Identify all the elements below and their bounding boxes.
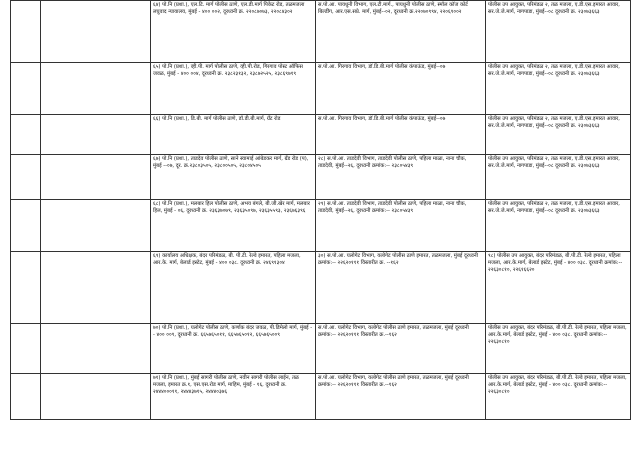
appellate-office-cell: २८) स.पो.आ. ताडदेवी विभाग, ताडदेवी पोलीस ठाणे, पहिला माळा, नाना चौक, ताडदेवी, मुंबई--२६, दूरध्वनी क्रमांक:-- २३८०५४३९	[316, 155, 486, 200]
blank-cell	[41, 324, 151, 374]
appellate-office-cell: स.पो.आ. गिरगाव विभाग, डॉ.डि.बी.मार्ग पोलीस कंपाऊंड, मुंबई--०७	[316, 63, 486, 115]
blank-cell	[41, 155, 151, 200]
appellate-office-cell: ३०) स.पो.आ. यलोगेट विभाग, यलोगेट पोलीस ठाणे इमारत, तळमजला, मुंबई दूरध्वनी क्रमांक:-- २२६२०१११ विस्तारीत क्र. --१६२	[316, 252, 486, 324]
appellate-authority-cell: पोलीस उप आयुक्त, परिमंडळ २, तळ मजला, ए.डी.एस.इमारत आवार, सर.जे.जे.मार्ग, नागपाडा, मुंबई--०८ दूरध्वनी क्र. २३०७३६६३	[486, 1, 631, 63]
document-page	[10, 0, 630, 451]
serial-cell	[11, 200, 41, 252]
table-row	[11, 324, 631, 374]
table-row	[11, 200, 631, 252]
table-row	[11, 252, 631, 324]
table-row	[11, 115, 631, 155]
table-row	[11, 155, 631, 200]
office-cell: ६५) पो.नि (प्रशा.), व्ही.पी. मार्ग पोलीस ठाणे, व्ही.पी.रोड, गिरगाव पोस्ट ऑफिस जवळ, मुंबई - ४०० ००४, दूरध्वनी क्र. २३८२३१३२, २३८७२५२५, २३८६९७१९	[151, 63, 316, 115]
appellate-authority-cell: पोलीस उप आयुक्त, परिमंडळ २, तळ मजला, ए.डी.एस.इमारत आवार, सर.जे.जे.मार्ग, नागपाडा, मुंबई--०८ दूरध्वनी क्र. २३०७३६६३	[486, 63, 631, 115]
office-cell: ६७) पो.नि (प्रशा.), ताडदेव पोलीस ठाणे, साने स्वामाई आंबेडकर मार्ग, ग्रँड रोड (प), मुंबई --०७, दूर. क्र.२३८०३५०५, २३८००५०५, २३८०४५०५	[151, 155, 316, 200]
blank-cell	[41, 63, 151, 115]
blank-cell	[41, 200, 151, 252]
blank-cell	[41, 252, 151, 324]
appellate-authority-cell: पोलीस उप आयुक्त, बंदर परिमंडळ, बी.पी.टी. रेल्वे इमारत, पहिला मजला, आर.के.मार्ग, बेलार्ड इस्टेट, मुंबई - ४०० ०३८. दूरध्वनी क्रमांक:-- २२६३०८१०	[486, 324, 631, 374]
office-cell: ७०) पो.नि (प्रशा.), यलोगेट पोलीस ठाणे, कर्णाक बंदर जवळ, पी.डिमेलो मार्ग, मुंबई -- ४०० ००९, दूरध्वनी क्र. ६६५७६५०११, ६६५७६५०१२, ६६५७६५००९	[151, 324, 316, 374]
office-cell: ६४) पो.नि (प्रशा.), एल.टि. मार्ग पोलीस ठाणे, एल.डी.मार्ग पिकेट रोड, तळमजला लघुवाद न्यायालय, मुंबई - ४०० ००२, दूरध्वनी क्र. २२०८७०७३, २२०८४३०२	[151, 1, 316, 63]
blank-cell	[41, 1, 151, 63]
table-row	[11, 1, 631, 63]
blank-cell	[41, 115, 151, 155]
office-cell: ६९) कार्यालय अधिक्षक, बंदर परिमंडळ, बी. पी.टी. रेल्वे इमारत, पहिला मजला, आर.के. मार्ग, बेलार्ड इस्टेट, मुंबई - ४०० ०३८. दूरध्वनी क्र. २४६९१३०४	[151, 252, 316, 324]
serial-cell	[11, 374, 41, 420]
appellate-office-cell: स.पो.आ. गिरगाव विभाग, डॉ.डि.बी.मार्ग पोलीस कंपाऊंड, मुंबई--०७	[316, 115, 486, 155]
serial-cell	[11, 115, 41, 155]
table-row	[11, 374, 631, 420]
appellate-office-cell: २९) स.पो.आ. ताडदेवी विभाग, ताडदेवी पोलीस ठाणे, पहिला माळा, नाना चौक, ताडदेवी, मुंबई--२६, दूरध्वनी क्रमांक:-- २३८०५४३९	[316, 200, 486, 252]
serial-cell	[11, 63, 41, 115]
appellate-authority-cell: पोलीस उप आयुक्त, परिमंडळ २, तळ मजला, ए.डी.एस.इमारत आवार, सर.जे.जे.मार्ग, नागपाडा, मुंबई--०८ दूरध्वनी क्र. २३०७३६६३	[486, 115, 631, 155]
serial-cell	[11, 252, 41, 324]
serial-cell	[11, 155, 41, 200]
appellate-authority-cell: ९८) पोलीस उप आयुक्त, बंदर परिमंडळ, बी.पी.टी. रेल्वे इमारत, पहिला मजला, आर.के.मार्ग, बेलार्ड इस्टेट, मुंबई - ४०० ०३८. दूरध्वनी क्रमांक:-- २२६३०८१०, २२६१६६२०	[486, 252, 631, 324]
appellate-office-cell: स.पो.आ. यलोगेट विभाग, यलोगेट पोलीस ठाणे इमारत, तळमजला, मुंबई दूरध्वनी क्रमांक:-- २२६२०१११ विस्तारीत क्र.--१६२	[316, 374, 486, 420]
serial-cell	[11, 324, 41, 374]
office-table	[10, 0, 631, 420]
serial-cell	[11, 1, 41, 63]
appellate-authority-cell: पोलीस उप आयुक्त, परिमंडळ २, तळ मजला, ए.डी.एस.इमारत आवार, सर.जे.जे.मार्ग, नागपाडा, मुंबई--०८ दूरध्वनी क्र. २३०७३६६३	[486, 155, 631, 200]
appellate-office-cell: स.पो.आ. पायधुनी विभाग, एल.टी.मार्ग., पायधुनी पोलीस ठाणे, स्मॉल कॉज कोर्ट बिल्डींग, आर.एस.सप्रे. मार्ग, मुंबई--०२, दूरध्वनी क्र.२२०७०९९४, २२०६९००२	[316, 1, 486, 63]
appellate-office-cell: स.पो.आ. यलोगेट विभाग, यलोगेट पोलीस ठाणे इमारत, तळमजला, मुंबई दूरध्वनी क्रमांक:-- २२६२०१११ विस्तारीत क्र.--१६२	[316, 324, 486, 374]
office-cell: ७१) पो.नि (प्रशा.), मुंबई सागरी पोलीस ठाणे, नवीन सागरी पोलीस लाईन, तळ मजला, इमारत क्र.१, एस.एस.रोड मार्ग, माहिम, मुंबई - १६, दूरध्वनी क्र. २४४४०००११, २४४४३७१५, २४४४०३७६	[151, 374, 316, 420]
office-cell: ६६) पो.नि (प्रशा.), डि.बी. मार्ग पोलीस ठाणे, डॉ.डी.बी.मार्ग, ग्रँट रोड	[151, 115, 316, 155]
appellate-authority-cell: पोलीस उप आयुक्त, बंदर परिमंडळ, बी.पी.टी. रेल्वे इमारत, पहिला मजला, आर.के.मार्ग, बेलार्ड इस्टेट, मुंबई - ४०० ०३८. दूरध्वनी क्रमांक:-- २२६३०८१०	[486, 374, 631, 420]
table-row	[11, 63, 631, 115]
office-cell: ६८) पो.नि (प्रशा.), मलबार हिल पोलीस ठाणे, अभय बंगले, बी.जी.खेर मार्ग, मलबार हिल, मुंबई - ०६, दूरध्वनी क्र. २३६३७०७९, २३६३५०९७, २३६३५५९३, २३६७६३९६	[151, 200, 316, 252]
appellate-authority-cell: पोलीस उप आयुक्त, परिमंडळ २, तळ मजला, ए.डी.एस.इमारत आवार, सर.जे.जे.मार्ग, नागपाडा, मुंबई--०८ दूरध्वनी क्र. २३०७३६६३	[486, 200, 631, 252]
blank-cell	[41, 374, 151, 420]
